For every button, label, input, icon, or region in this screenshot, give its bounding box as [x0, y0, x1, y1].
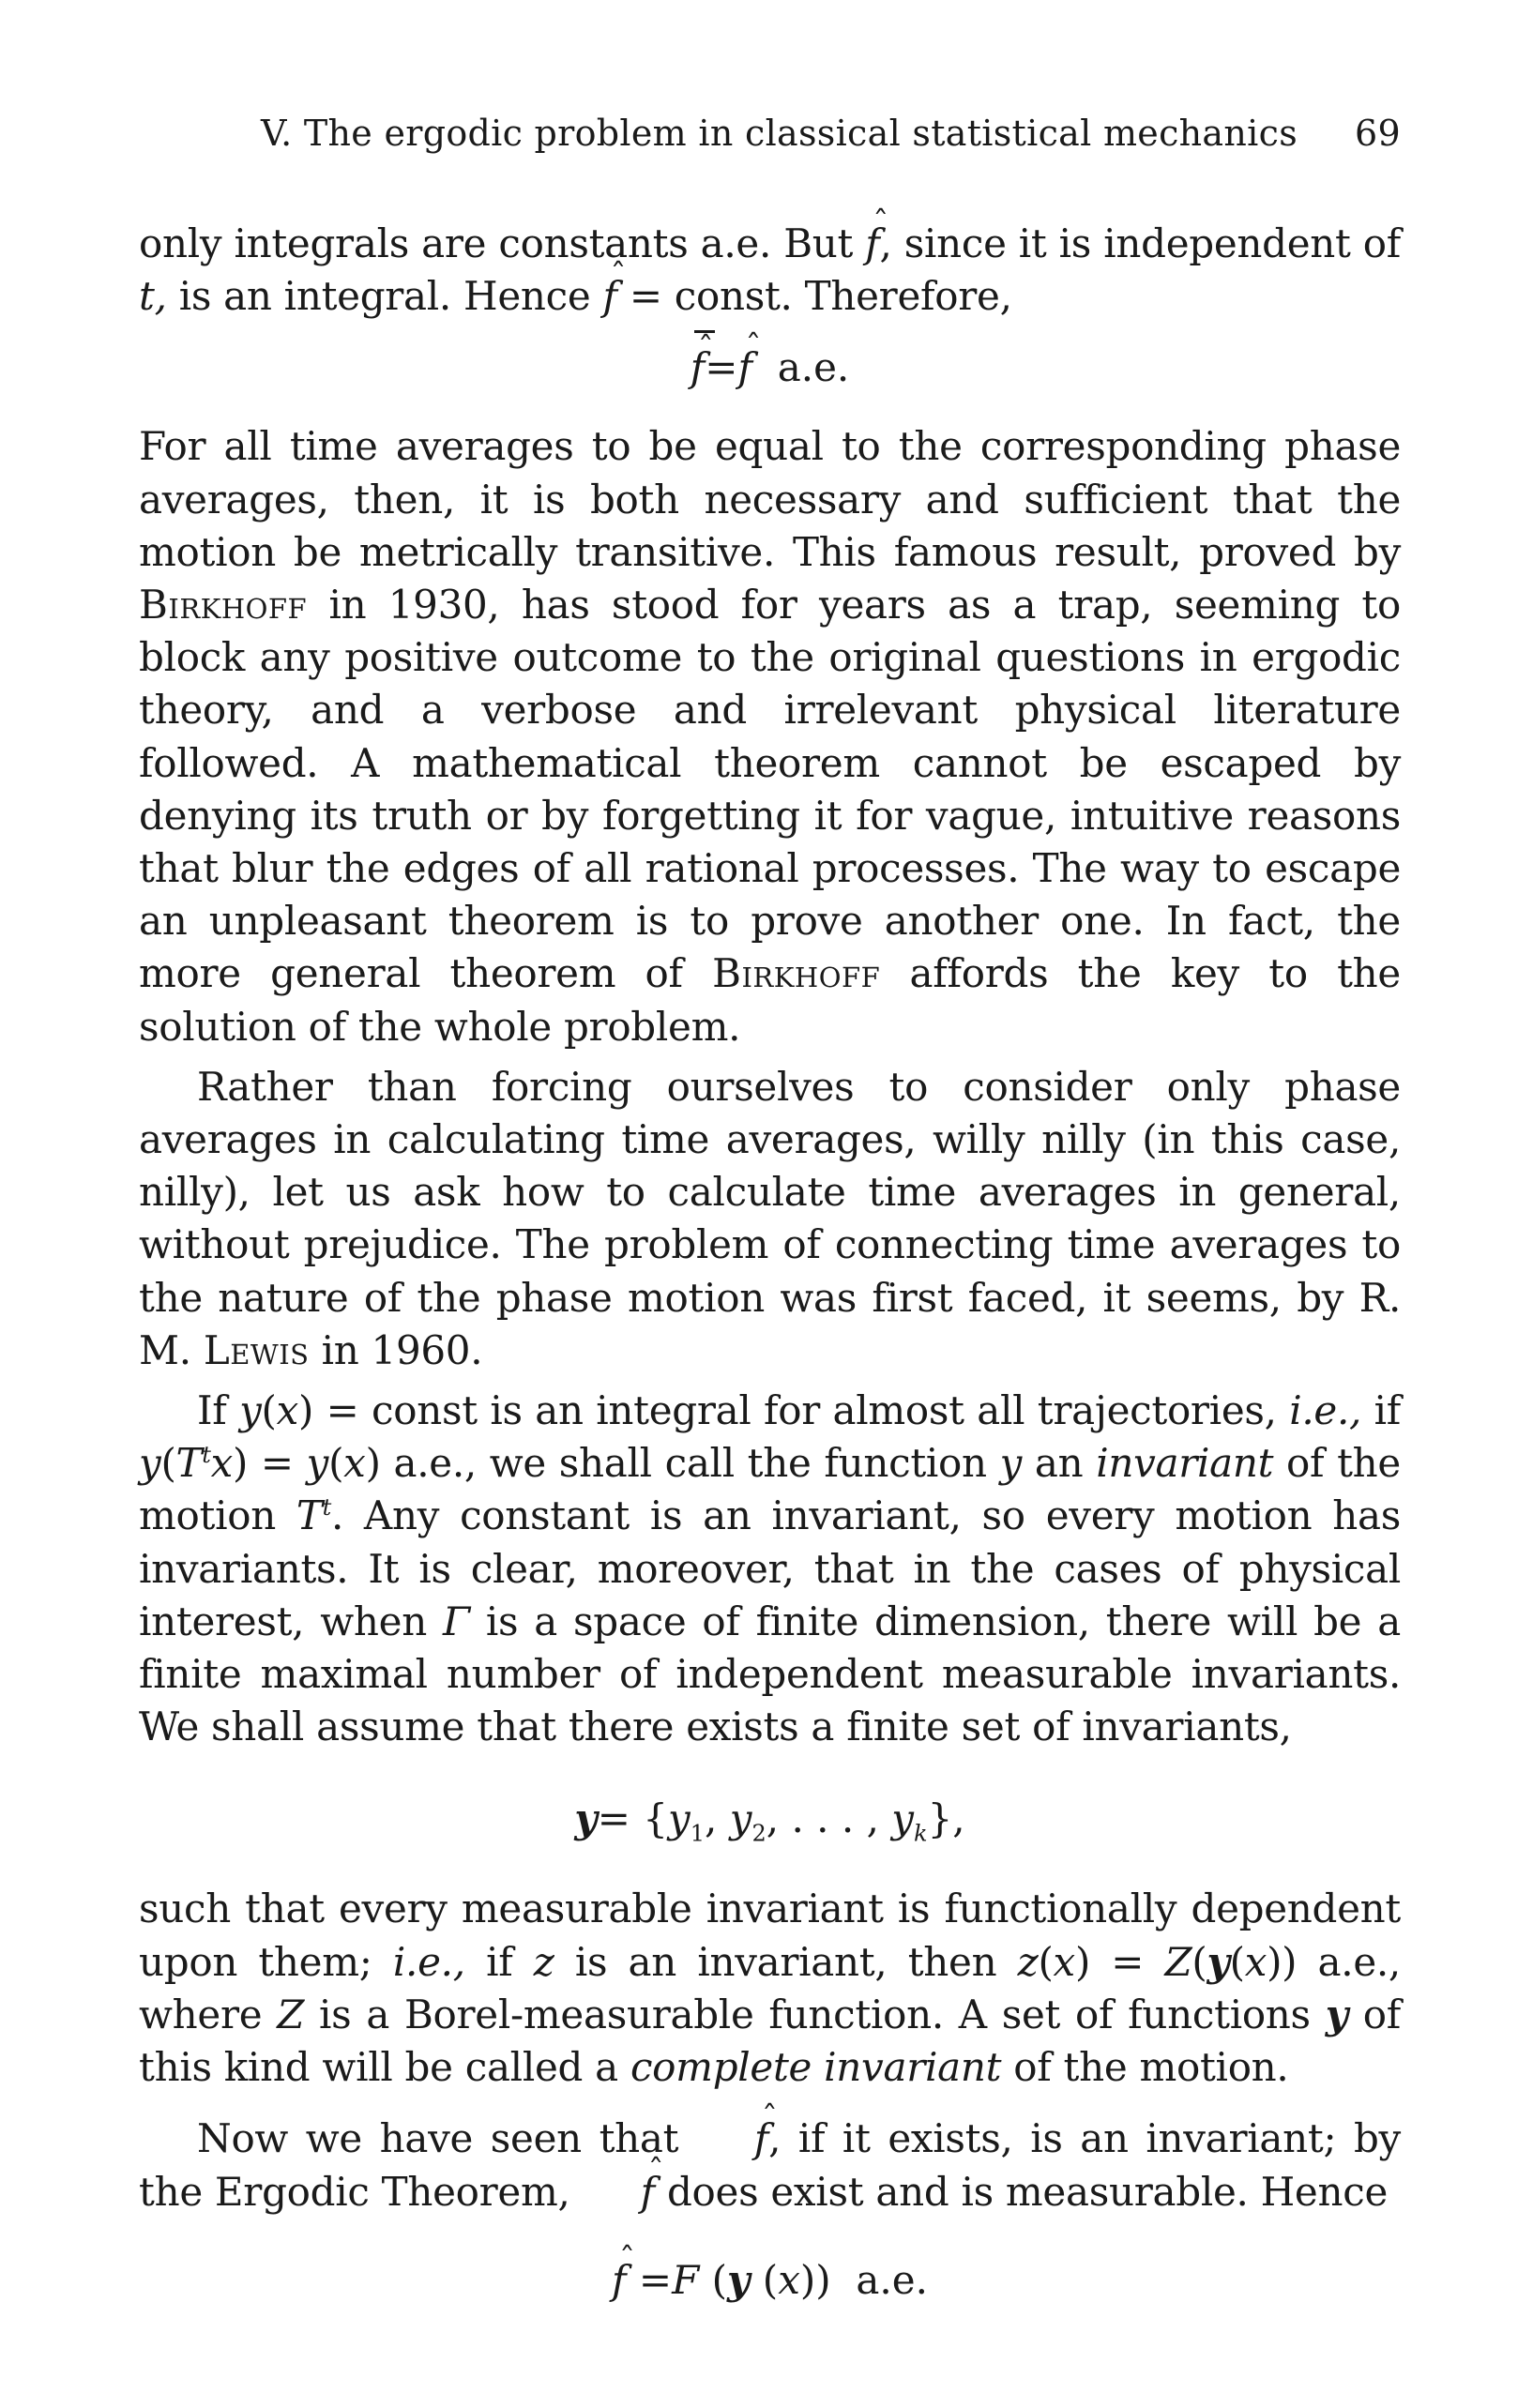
T-symbol: T	[296, 1492, 323, 1539]
paren: ))	[799, 2256, 831, 2303]
author-name-birkhoff: Birkhoff	[712, 950, 881, 997]
ie-abbrev: i.e.,	[392, 1938, 465, 1985]
text-run: , if it exists, is an invariant; by the Ergodic Theorem,	[139, 2115, 1401, 2215]
z-symbol: z	[1017, 1938, 1039, 1985]
ie-abbrev: i.e.,	[1289, 1387, 1362, 1434]
x-symbol: x	[778, 2256, 800, 2303]
subscript-1: 1	[690, 1820, 706, 1847]
bold-y-symbol: y	[574, 1795, 598, 1842]
y-symbol: y	[139, 1440, 161, 1487]
Z-symbol: Z	[1164, 1938, 1192, 1985]
text-run: in 1930, has stood for years as a trap, seeming to block any positive outcome to the original questions in ergodic theory, and a verbose and irrelevant physical literature followed. A mathematical theorem cannot be escaped by denying its truth or by forgetting it for vague, intuitive reasons that blur the edges of all rational processes. The way to escape an unpleasant theorem is to prove another one. In fact, the more general theorem of	[139, 582, 1401, 997]
text-run: only integrals are constants a.e. But	[139, 220, 854, 266]
x-symbol: x	[210, 1440, 233, 1487]
t-superscript: t	[202, 1442, 211, 1469]
paragraph-4	[139, 1385, 1401, 1753]
text-run: is a space of finite dimension, there will be a finite maximal number of independent measurable invariants. We shall assume that there exists a finite set of invariants,	[139, 1598, 1401, 1750]
paragraph-5	[139, 1883, 1401, 2094]
x-symbol: x	[1244, 1938, 1267, 1985]
comma: ,	[705, 1795, 718, 1842]
text-run: of this kind will be called a	[139, 1991, 1401, 2091]
z-symbol: z	[533, 1938, 554, 1985]
text-run: is a Borel-measurable function. A set of functions	[319, 1991, 1311, 2037]
subscript-2: 2	[751, 1820, 766, 1847]
bold-y-symbol: y	[1207, 1938, 1230, 1985]
author-name-birkhoff: Birkhoff	[139, 582, 308, 629]
subscript-k: k	[914, 1820, 928, 1847]
text-run: is an invariant, then	[574, 1938, 997, 1985]
Z-symbol: Z	[277, 1991, 305, 2037]
bold-y-symbol: y	[727, 2256, 751, 2303]
paren: (	[1038, 1938, 1054, 1985]
x-symbol: x	[343, 1440, 366, 1487]
y-symbol: y	[729, 1795, 752, 1842]
t-symbol: t,	[139, 273, 167, 320]
equation-tail: a.e.	[856, 2256, 928, 2303]
T-symbol: T	[175, 1440, 203, 1487]
f-hat-symbol: ˆ f	[865, 218, 879, 270]
paren: (	[261, 1387, 277, 1434]
text-run: is an integral. Hence	[178, 273, 591, 320]
equation-invariant-set	[139, 1793, 1401, 1845]
set-close: },	[927, 1795, 965, 1842]
equals-sign: =	[705, 344, 738, 391]
paren: (	[1229, 1938, 1245, 1985]
text-run: )) a.e., where	[139, 1938, 1401, 2037]
f-hat-symbol: ˆ f	[583, 2166, 655, 2219]
equation-f-bar-hat	[139, 341, 1401, 394]
y-symbol: y	[239, 1387, 262, 1434]
paren: (	[328, 1440, 344, 1487]
text-run: For all time averages to be equal to the corresponding phase averages, then, it is both necessary and sufficient that the motion be metrically transitive. This famous result, proved by	[139, 423, 1401, 575]
text-run: does exist and is measurable. Hence	[666, 2168, 1389, 2215]
text-run: , since it is independent of	[879, 220, 1401, 266]
term-invariant: invariant	[1096, 1440, 1274, 1487]
paragraph-1	[139, 218, 1401, 323]
bold-y-symbol: y	[1325, 1991, 1348, 2037]
text-run: such that every measurable invariant is functionally dependent upon them;	[139, 1886, 1401, 1985]
f-hat-symbol: ˆ f	[612, 2254, 627, 2307]
paragraph-6	[139, 2113, 1401, 2218]
x-symbol: x	[276, 1387, 298, 1434]
text-run: of the motion.	[1013, 2044, 1289, 2091]
y-symbol: y	[668, 1795, 691, 1842]
y-symbol: y	[306, 1440, 329, 1487]
paren: (	[762, 2256, 779, 2303]
text-run: if	[1374, 1387, 1402, 1434]
paren: (	[160, 1440, 176, 1487]
page-number: 69	[1355, 113, 1401, 154]
text-run: of the motion	[139, 1440, 1401, 1539]
text-run: If	[197, 1387, 227, 1434]
running-title: V. The ergodic problem in classical statistical mechanics	[261, 113, 1298, 154]
paren: (	[711, 2256, 728, 2303]
text-run: ) = const is an integral for almost all trajectories,	[298, 1387, 1277, 1434]
t-superscript: t	[322, 1494, 331, 1522]
term-complete-invariant: complete invariant	[630, 2044, 1002, 2091]
author-name-lewis: Lewis	[203, 1326, 310, 1373]
text-run: if	[486, 1938, 513, 1985]
paren: (	[1191, 1938, 1207, 1985]
text-run: ) =	[1074, 1938, 1145, 1985]
text-run: . Any constant is an invariant, so every motion has invariants. It is clear, moreover, that in the cases of physical interest, when	[139, 1492, 1401, 1644]
F-symbol: F	[672, 2256, 700, 2303]
text-run: an	[1034, 1440, 1084, 1487]
paragraph-2	[139, 420, 1401, 1053]
set-open: = {	[597, 1795, 669, 1842]
text-run: = const. Therefore,	[629, 273, 1012, 320]
y-symbol: y	[999, 1440, 1023, 1487]
equals-sign: =	[638, 2256, 673, 2303]
text-run: Now we have seen that	[197, 2115, 679, 2162]
book-page	[139, 113, 1401, 2307]
f-hat-symbol: ˆ f	[603, 270, 617, 323]
running-header	[139, 113, 1401, 169]
ellipsis: , . . . ,	[766, 1795, 879, 1842]
f-hat-symbol: ˆ f	[696, 2113, 768, 2165]
equation-f-hat-of-y	[139, 2254, 1401, 2307]
gamma-symbol: Γ	[442, 1598, 470, 1644]
equation-tail: a.e.	[777, 344, 850, 391]
text-run: ) a.e., we shall call the function	[365, 1440, 987, 1487]
x-symbol: x	[1053, 1938, 1075, 1985]
paragraph-3	[139, 1061, 1401, 1377]
body-text	[139, 218, 1401, 2307]
y-symbol: y	[891, 1795, 915, 1842]
f-bar-hat-symbol: ˆ f	[691, 341, 706, 394]
text-run: Rather than forcing ourselves to consider only phase averages in calculating time averages, willy nilly (in this case, nilly), let us ask how to calculate time averages in general, without prejudice. The problem of connecting time averages to the nature of the phase motion was first faced, it seems, by R. M.	[139, 1063, 1401, 1373]
text-run: affords the key to the solution of the whole problem.	[139, 950, 1401, 1050]
text-run: ) =	[233, 1440, 294, 1487]
f-hat-symbol: ˆ f	[737, 341, 752, 394]
text-run: in 1960.	[321, 1326, 483, 1373]
